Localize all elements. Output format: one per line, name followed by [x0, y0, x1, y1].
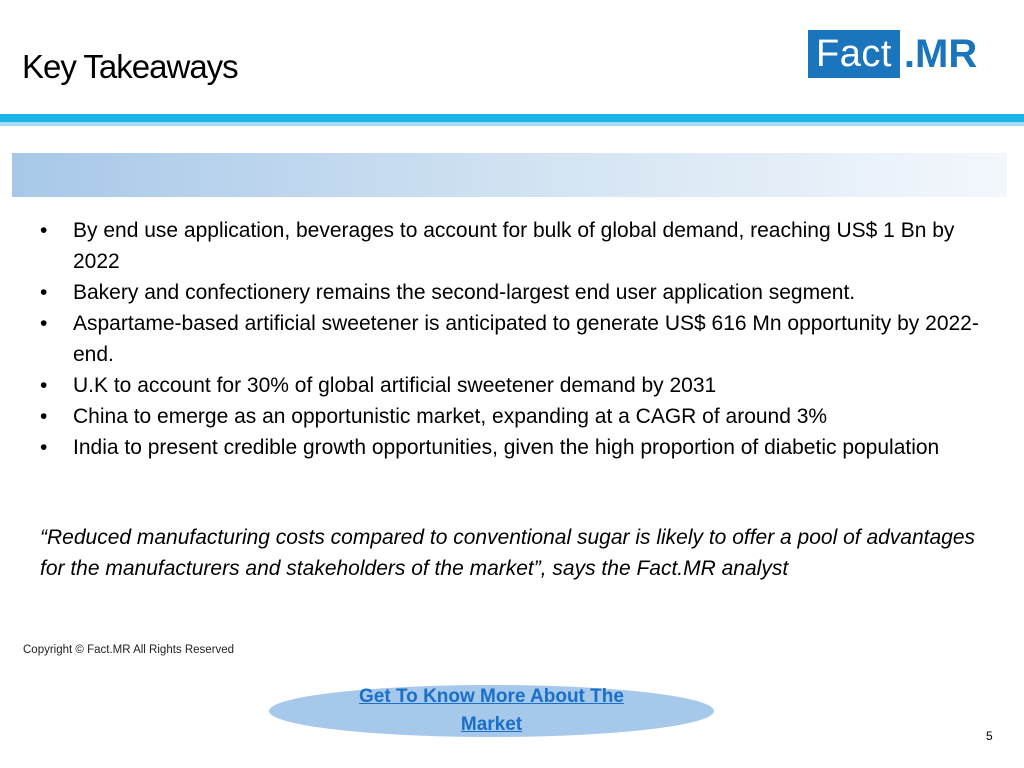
copyright-text: Copyright © Fact.MR All Rights Reserved: [23, 644, 235, 656]
analyst-quote: “Reduced manufacturing costs compared to conventional sugar is likely to offer a pool of advantages for the manufacturers and stakeholders of the market”, says the Fact.MR analyst: [40, 526, 976, 580]
list-item: [40, 308, 1005, 370]
bullet-text: Aspartame-based artificial sweetener is anticipated to generate US$ 616 Mn opportunity by 2022-end.: [73, 312, 979, 366]
bullet-text: Bakery and confectionery remains the second-largest end user application segment.: [73, 281, 856, 304]
bullet-icon: •: [40, 281, 48, 304]
bullet-text: China to emerge as an opportunistic market, expanding at a CAGR of around 3%: [73, 405, 828, 428]
list-item: [40, 277, 1005, 308]
bullet-icon: •: [40, 436, 48, 459]
bullet-icon: •: [40, 312, 48, 335]
list-item: [40, 401, 1005, 432]
takeaways-list: [40, 215, 1005, 463]
page-title: Key Takeaways: [22, 48, 238, 85]
know-more-link[interactable]: Get To Know More About The Market: [359, 686, 624, 735]
bullet-icon: •: [40, 405, 48, 428]
logo-mr-text: .MR: [903, 32, 978, 76]
bullet-text: U.K to account for 30% of global artificial sweetener demand by 2031: [73, 374, 717, 397]
bullet-text: By end use application, beverages to account for bulk of global demand, reaching US$ 1 Bn by 2022: [73, 219, 955, 273]
know-more-button[interactable]: [269, 685, 714, 737]
list-item: [40, 432, 1005, 463]
list-item: [40, 215, 1005, 277]
bullet-icon: •: [40, 374, 48, 397]
header-divider: [0, 114, 1024, 122]
factmr-logo: [808, 30, 977, 78]
list-item: [40, 370, 1005, 401]
header-divider-shadow: [0, 122, 1024, 126]
gradient-banner: [12, 153, 1007, 197]
bullet-icon: •: [40, 219, 48, 242]
page-number: 5: [986, 729, 993, 743]
bullet-text: India to present credible growth opportunities, given the high proportion of diabetic population: [73, 436, 940, 459]
logo-fact-text: Fact: [808, 30, 900, 78]
